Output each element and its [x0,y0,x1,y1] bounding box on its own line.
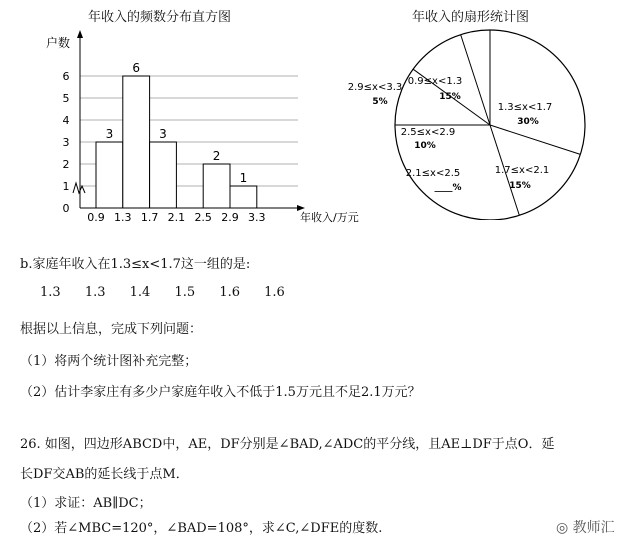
y-tick-label: 6 [62,70,70,83]
value-item: 1.4 [129,285,151,300]
value-item: 1.6 [264,285,285,300]
intro-text: 根据以上信息，完成下列问题： [20,322,203,337]
question-1: （1）将两个统计图补充完整； [20,354,198,369]
histogram-title: 年收入的频数分布直方图 [88,10,232,25]
watermark [556,517,615,537]
question-2: （2）估计李家庄有多少户家庭年收入不低于1.5万元且不足2.1万元？ [20,385,421,400]
pie-slice-range-label: 2.9≤x<3.3 [347,82,403,93]
problem-26-line2: 长DF交AB的延长线于点M． [20,467,189,482]
x-tick-label: 2.9 [221,211,239,224]
y-tick-labels [63,70,70,215]
bar-value-label: 1 [239,171,248,185]
pie-slice-percent-label: 15% [439,92,461,102]
y-tick-label: 0 [62,202,70,215]
pie-slice-range-label: 2.1≤x<2.5 [405,168,461,179]
histogram-bar [96,142,123,208]
pie-slice-range-label: 1.3≤x<1.7 [497,102,553,113]
pie-chart [330,20,630,220]
watermark-text: 教师汇 [572,520,615,536]
histogram-bar [203,164,230,208]
value-item: 1.3 [40,285,61,300]
y-tick-label: 3 [62,136,70,149]
values-list [40,285,305,300]
y-tick-label: 1 [62,180,70,193]
pie-slice-range-label: 0.9≤x<1.3 [407,76,463,87]
wechat-icon: ◎ [556,520,569,536]
y-axis-label: 户数 [46,36,71,50]
x-tick-labels [87,211,265,224]
bar-value-label: 3 [159,127,167,141]
bar-value-label: 3 [105,127,114,141]
histogram-bar [123,76,150,208]
pie-slice-percent-label: ____% [434,183,462,193]
y-tick-label: 5 [62,92,70,105]
histogram-bar [150,142,177,208]
pie-slice-range-label: 1.7≤x<2.1 [494,165,550,176]
pie-slice-percent-label: 10% [414,141,436,151]
problem-26-q1: （1）求证：AB∥DC； [20,496,152,511]
x-tick-label: 2.1 [167,211,186,224]
problem-26-line1: 26. 如图，四边形ABCD中，AE，DF分别是∠BAD,∠ADC的平分线，且AE⊥DF于点O．延 [20,437,555,452]
x-axis-label: 年收入/万元 [300,211,359,224]
x-tick-label: 0.9 [87,211,105,224]
value-item: 1.3 [84,285,106,300]
problem-26-q2: （2）若∠MBC=120°，∠BAD=108°，求∠C,∠DFE的度数. [20,521,383,536]
y-tick-label: 2 [62,158,70,171]
pie-slice-percent-label: 30% [517,117,539,127]
bar-value-label: 6 [132,61,141,75]
histogram-bar [230,186,257,208]
histogram-chart [0,0,380,240]
pie-slice-percent-label: 5% [372,97,388,107]
x-tick-label: 1.3 [114,211,132,224]
x-tick-label: 2.5 [194,211,212,224]
y-tick-label: 4 [62,114,70,127]
value-item: 1.6 [219,285,240,300]
bar-value-label: 2 [212,149,221,163]
y-axis-arrow [77,30,83,38]
pie-title: 年收入的扇形统计图 [412,10,530,25]
axis-break-mark [73,183,85,193]
pie-slice-range-label: 2.5≤x<2.9 [400,127,456,138]
x-tick-label: 3.3 [248,211,266,224]
x-tick-label: 1.7 [140,211,159,224]
pie-slice-percent-label: 15% [509,181,531,191]
part-b-text: b.家庭年收入在1.3≤x<1.7这一组的是: [20,257,251,272]
value-item: 1.5 [174,285,196,300]
